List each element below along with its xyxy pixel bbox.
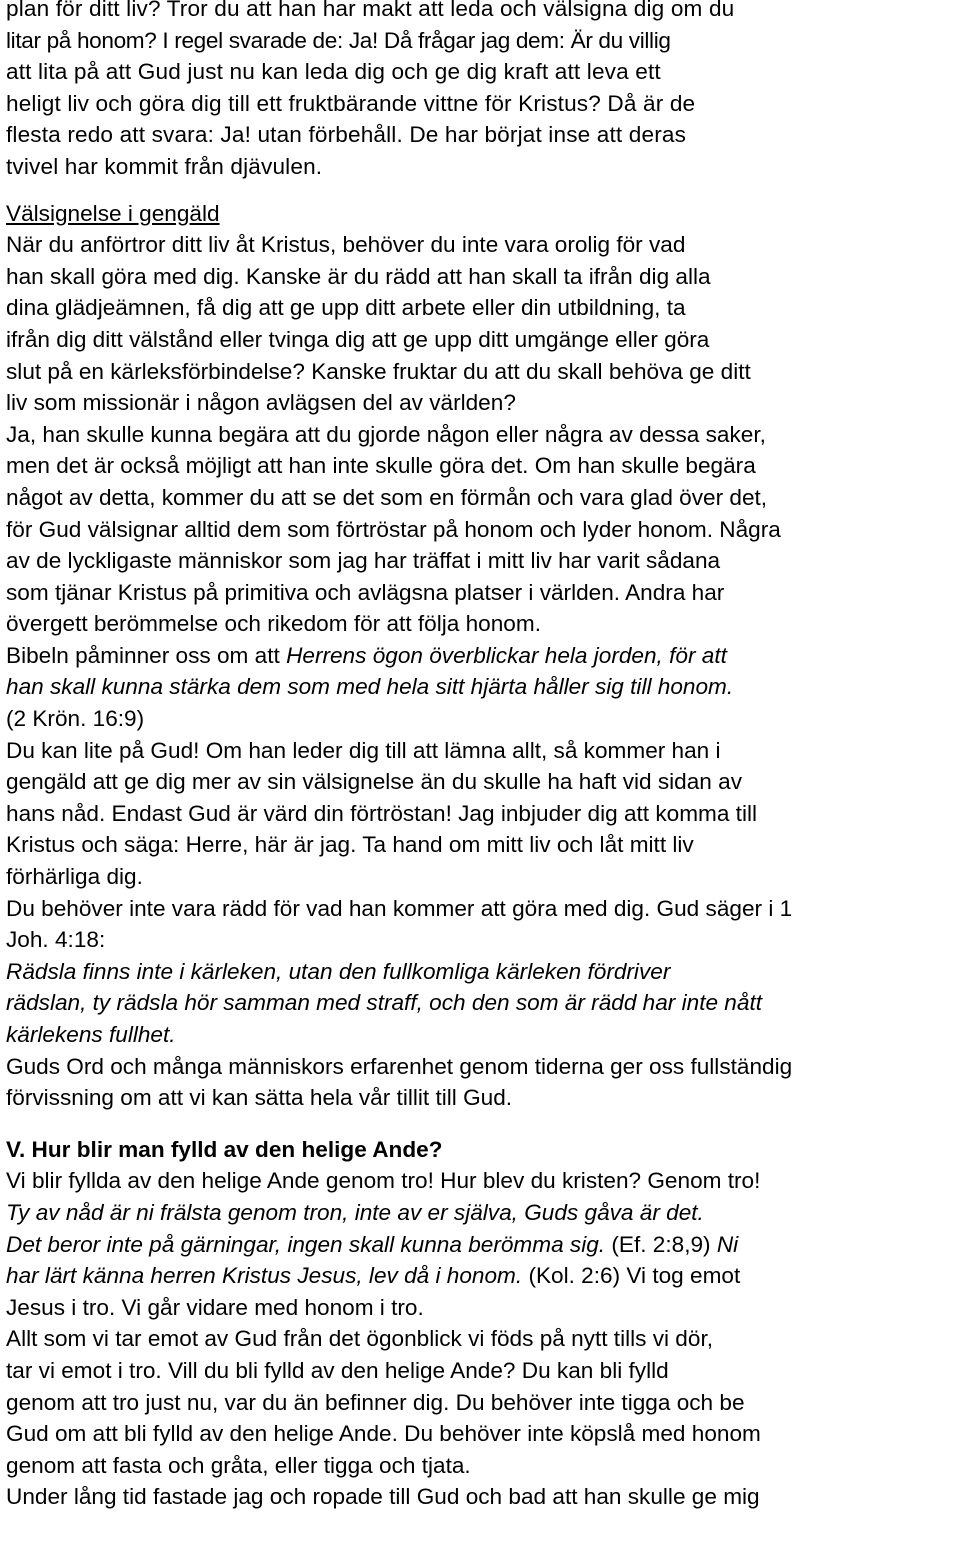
mixed-quote-line (6, 1260, 958, 1292)
quote-text: rädslan, ty rädsla hör samman med straff, och den som är rädd har inte nått (6, 990, 762, 1016)
text-line: plan för ditt liv? Tror du att han har makt att leda och välsigna dig om du (6, 0, 735, 21)
text-line: Ja, han skulle kunna begära att du gjorde någon eller några av dessa saker, (6, 421, 766, 447)
text-span: Bibeln påminner oss om att (6, 642, 287, 668)
bible-quote-line (6, 640, 958, 672)
text-line: förvissning om att vi kan sätta hela vår tillit till Gud. (6, 1085, 513, 1111)
text-line: tar vi emot i tro. Vill du bli fylld av den helige Ande? Du kan bli fylld (6, 1357, 669, 1383)
text-line: hans nåd. Endast Gud är värd din förtröstan! Jag inbjuder dig att komma till (6, 800, 758, 826)
text-line: Du behöver inte vara rädd för vad han kommer att göra med dig. Gud säger i 1 (6, 895, 793, 921)
text-line: som tjänar Kristus på primitiva och avlägsna platser i världen. Andra har (6, 579, 725, 605)
section-heading: V. Hur blir man fylld av den helige Ande? (6, 1136, 443, 1162)
text-line: genom att fasta och gråta, eller tigga och tjata. (6, 1452, 471, 1478)
quote-text: har lärt känna herren Kristus Jesus, lev då i honom. (6, 1263, 529, 1289)
text-line: heligt liv och göra dig till ett fruktbärande vittne för Kristus? Då är de (6, 90, 696, 116)
scripture-reference: (Ef. 2:8,9) (611, 1231, 717, 1257)
text-line: Kristus och säga: Herre, här är jag. Ta hand om mitt liv och låt mitt liv (6, 832, 694, 858)
section-gap (6, 1114, 958, 1134)
text-line: Joh. 4:18: (6, 927, 106, 953)
text-line: Vi blir fyllda av den helige Ande genom tro! Hur blev du kristen? Genom tro! (6, 1168, 761, 1194)
text-line: för Gud välsignar alltid dem som förtröstar på honom och lyder honom. Några (6, 516, 781, 542)
text-line: slut på en kärleksförbindelse? Kanske fruktar du att du skall behöva ge ditt (6, 358, 751, 384)
quote-text: Det beror inte på gärningar, ingen skall kunna berömma sig. (6, 1231, 612, 1257)
text-line: att lita på att Gud just nu kan leda dig och ge dig kraft att leva ett (6, 59, 661, 85)
scripture-reference: (2 Krön. 16:9) (6, 706, 145, 732)
text-line: När du anförtror ditt liv åt Kristus, behöver du inte vara orolig för vad (6, 232, 686, 258)
text-line: litar på honom? I regel svarade de: Ja! Då frågar jag dem: Är du villig (6, 27, 671, 53)
text-line: gengäld att ge dig mer av sin välsignelse än du skulle ha haft vid sidan av (6, 769, 743, 795)
text-line: han skall göra med dig. Kanske är du rädd att han skall ta ifrån dig alla (6, 263, 711, 289)
text-line: Jesus i tro. Vi går vidare med honom i tro. (6, 1294, 424, 1320)
text-line: något av detta, kommer du att se det som en förmån och vara glad över det, (6, 484, 768, 510)
scripture-reference: (Kol. 2:6) Vi tog emot (528, 1263, 741, 1289)
quote-text: Herrens ögon överblickar hela jorden, för att (286, 642, 727, 668)
text-line: Du kan lite på Gud! Om han leder dig till att lämna allt, så kommer han i (6, 737, 721, 763)
quote-text: Ty av nåd är ni frälsta genom tron, inte av er själva, Guds gåva är det. (6, 1199, 704, 1225)
text-line: Allt som vi tar emot av Gud från det ögonblick vi föds på nytt tills vi dör, (6, 1326, 713, 1352)
text-line: dina glädjeämnen, få dig att ge upp ditt arbete eller din utbildning, ta (6, 295, 686, 321)
document-page (6, 0, 958, 1513)
section-v (6, 1134, 958, 1513)
text-line: av de lyckligaste människor som jag har träffat i mitt liv har varit sådana (6, 548, 721, 574)
quote-text: Ni (716, 1231, 739, 1257)
text-line: Gud om att bli fylld av den helige Ande. Du behöver inte köpslå med honom (6, 1421, 761, 1447)
quote-text: Rädsla finns inte i kärleken, utan den fullkomliga kärleken fördriver (6, 958, 671, 984)
text-line: genom att tro just nu, var du än befinner dig. Du behöver inte tigga och be (6, 1389, 745, 1415)
text-line: övergett berömmelse och rikedom för att följa honom. (6, 611, 541, 637)
quote-text: han skall kunna stärka dem som med hela sitt hjärta håller sig till honom. (6, 674, 734, 700)
text-line: men det är också möjligt att han inte skulle göra det. Om han skulle begära (6, 453, 756, 479)
text-line: Guds Ord och många människors erfarenhet genom tiderna ger oss fullständig (6, 1053, 793, 1079)
paragraph-intro (6, 0, 958, 183)
paragraph-gap (6, 183, 958, 198)
mixed-quote-line (6, 1229, 958, 1261)
section-heading: Välsignelse i gengäld (6, 200, 220, 226)
text-line: tvivel har kommit från djävulen. (6, 153, 323, 179)
section-valsignelse (6, 198, 958, 1114)
text-line: liv som missionär i någon avlägsen del av världen? (6, 390, 516, 416)
quote-text: kärlekens fullhet. (6, 1022, 176, 1047)
text-line: förhärliga dig. (6, 864, 143, 890)
text-line: ifrån dig ditt välstånd eller tvinga dig att ge upp ditt umgänge eller göra (6, 326, 710, 352)
text-line: Under lång tid fastade jag och ropade till Gud och bad att han skulle ge mig (6, 1484, 760, 1510)
text-line: flesta redo att svara: Ja! utan förbehåll. De har börjat inse att deras (6, 122, 687, 148)
